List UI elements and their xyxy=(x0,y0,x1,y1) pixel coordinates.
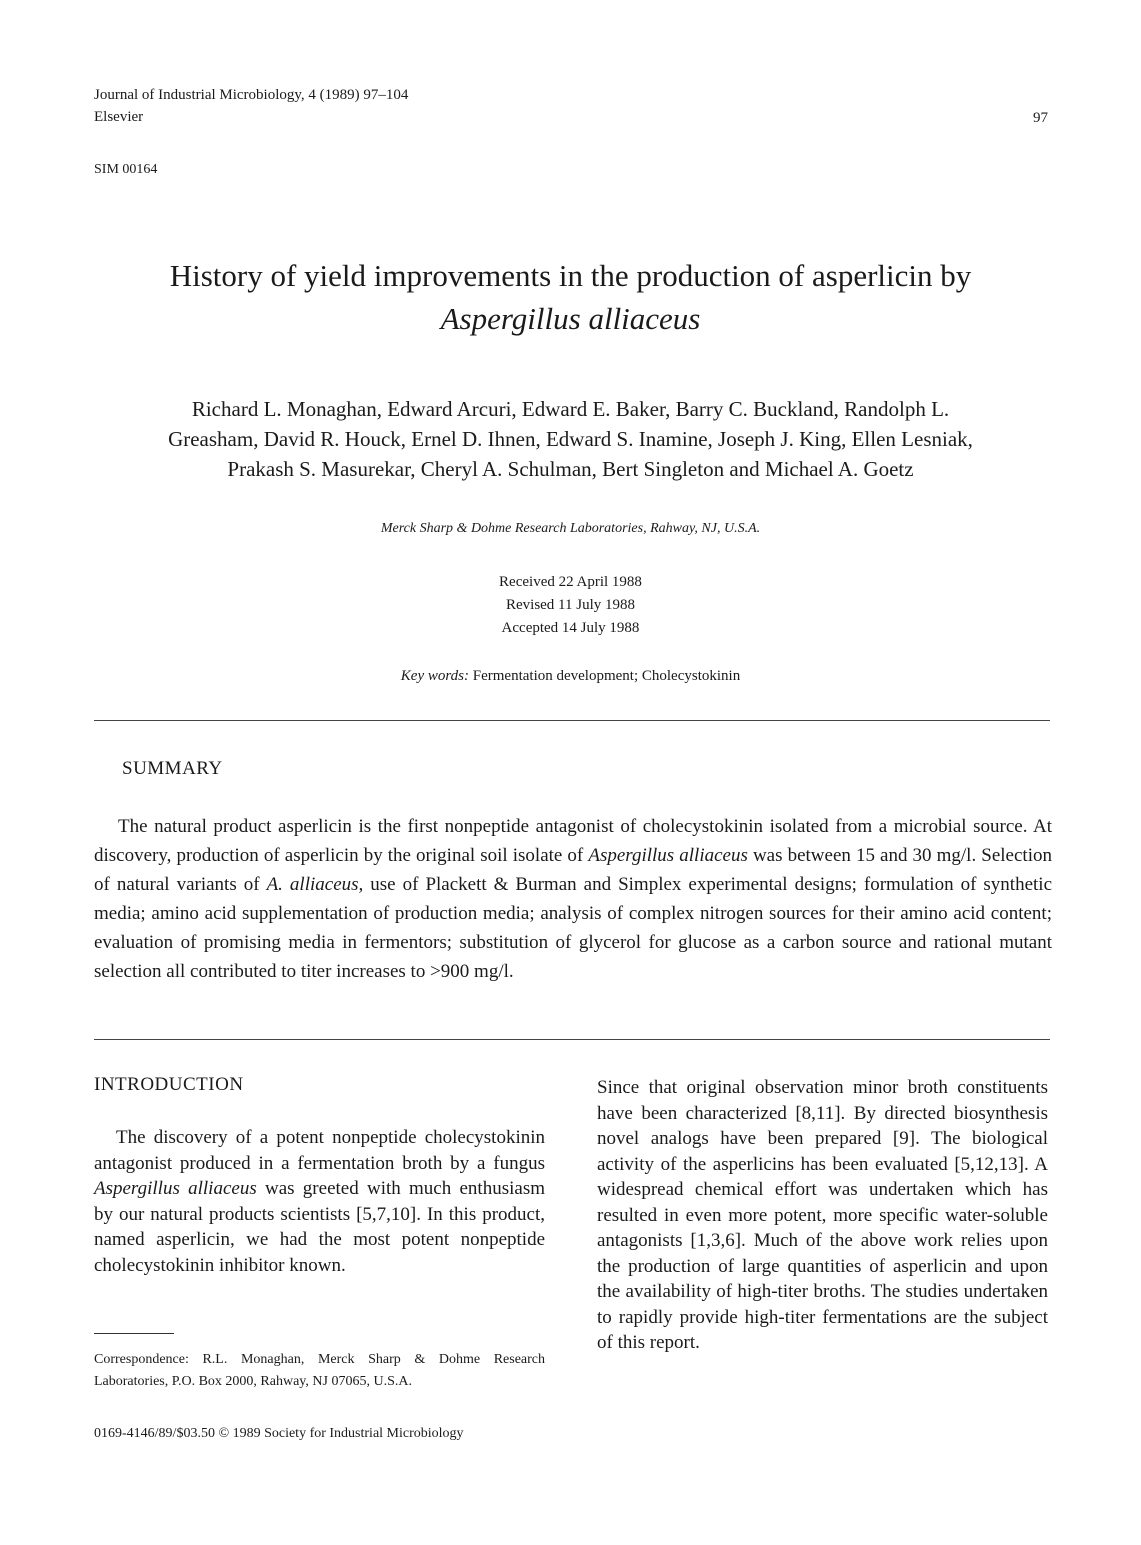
copyright-line: 0169-4146/89/$03.50 © 1989 Society for Industrial Microbiology xyxy=(94,1426,464,1441)
introduction-heading: INTRODUCTION xyxy=(94,1074,244,1095)
date-received: Received 22 April 1988 xyxy=(499,574,642,590)
article-title xyxy=(60,254,1081,340)
summary-text-2: was between 15 and 30 mg/l. Selection of natural variants of xyxy=(94,845,1052,895)
author-list xyxy=(60,394,1081,484)
authors-line-1: Richard L. Monaghan, Edward Arcuri, Edward E. Baker, Barry C. Buckland, Randolph L. xyxy=(191,397,950,421)
summary-species-1: Aspergillus alliaceus xyxy=(588,845,748,866)
journal-header xyxy=(94,84,408,128)
page-number: 97 xyxy=(1033,110,1048,126)
journal-citation: Journal of Industrial Microbiology, 4 (1989) 97–104 xyxy=(94,87,409,103)
authors-line-2: Greasham, David R. Houck, Ernel D. Ihnen, Edward S. Inamine, Joseph J. King, Ellen Lesniak, xyxy=(168,427,973,451)
keywords-label: Key words: xyxy=(400,668,469,684)
correspondence-footnote: Correspondence: R.L. Monaghan, Merck Sharp & Dohme Research Laboratories, P.O. Box 2000, Rahway, NJ 07065, U.S.A. xyxy=(94,1352,545,1389)
intro-text-1: The discovery of a potent nonpeptide cholecystokinin antagonist produced in a fermentation broth by a fungus xyxy=(94,1127,545,1174)
introduction-right-column: Since that original observation minor broth constituents have been characterized [8,11]. By directed biosynthesis novel analogs have been prepared [9]. The biological activity of the asperlicins has been evaluated [5,12,13]. A widespread chemical effort was undertaken which has resulted in even more potent, more specific water-soluble antagonists [1,3,6]. Much of the above work relies upon the production of large quantities of asperlicin and upon the availability of high-titer broths. The studies undertaken to rapidly provide high-titer fermentations are the subject of this report. xyxy=(597,1077,1048,1353)
article-dates xyxy=(60,571,1081,640)
intro-species: Aspergillus alliaceus xyxy=(94,1178,257,1199)
summary-heading: SUMMARY xyxy=(122,758,223,779)
summary-paragraph xyxy=(94,812,1052,986)
title-line-1: History of yield improvements in the production of asperlicin by xyxy=(169,258,972,293)
divider-top xyxy=(94,720,1050,721)
sim-code: SIM 00164 xyxy=(94,162,158,177)
affiliation: Merck Sharp & Dohme Research Laboratories, Rahway, NJ, U.S.A. xyxy=(380,521,761,536)
introduction-left-column xyxy=(94,1125,545,1278)
summary-text-3: use of Plackett & Burman and Simplex experimental designs; formulation of synthetic media; amino acid supplementation of production media; analysis of complex nitrogen sources for their amino acid content; evaluation of promising media in fermentors; substitution of glycerol for glucose as a carbon source and rational mutant selection all contributed to titer increases to >900 mg/l. xyxy=(94,874,1053,982)
footnote-rule xyxy=(94,1333,174,1334)
divider-bottom xyxy=(94,1039,1050,1040)
date-accepted: Accepted 14 July 1988 xyxy=(501,620,640,636)
authors-line-3: Prakash S. Masurekar, Cheryl A. Schulman, Bert Singleton and Michael A. Goetz xyxy=(227,457,914,481)
summary-text-1: The natural product asperlicin is the first nonpeptide antagonist of cholecystokinin isolated from a microbial source. At discovery, production of asperlicin by the original soil isolate of xyxy=(94,816,1052,866)
keywords-text: Fermentation development; Cholecystokinin xyxy=(472,668,741,684)
keywords xyxy=(60,665,1081,687)
intro-text-2: was greeted with much enthusiasm by our natural products scientists [5,7,10]. In this product, named asperlicin, we had the most potent nonpeptide cholecystokinin inhibitor known. xyxy=(94,1178,545,1276)
publisher-name: Elsevier xyxy=(94,109,144,125)
title-line-2: Aspergillus alliaceus xyxy=(440,301,701,336)
summary-species-2: A. alliaceus, xyxy=(266,874,364,895)
date-revised: Revised 11 July 1988 xyxy=(505,597,636,613)
